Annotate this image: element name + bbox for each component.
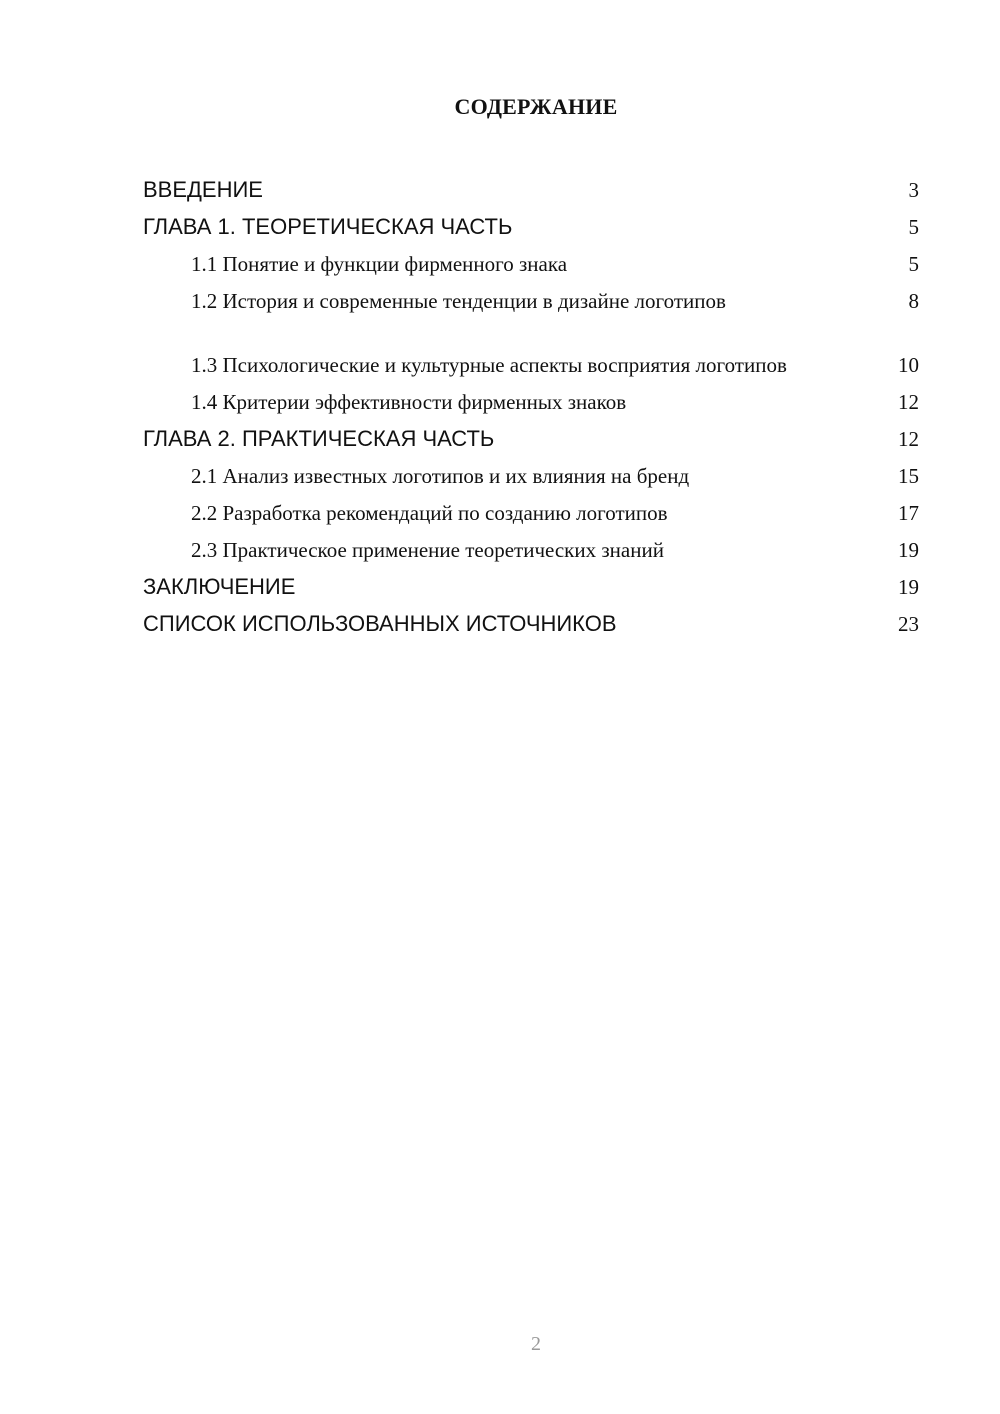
- toc-entry-1-2[interactable]: [143, 281, 919, 318]
- toc-entry-label: ЗАКЛЮЧЕНИЕ: [143, 574, 296, 599]
- toc-entry-2-2[interactable]: [143, 493, 919, 530]
- toc-entry-page: 8: [908, 289, 919, 313]
- toc-entry-conclusion[interactable]: [143, 567, 919, 604]
- toc-entry-label: ВВЕДЕНИЕ: [143, 177, 263, 202]
- toc-entry-label: СПИСОК ИСПОЛЬЗОВАННЫХ ИСТОЧНИКОВ: [143, 611, 617, 636]
- toc-entry-page: 19: [898, 538, 919, 562]
- toc-entry-page: 5: [908, 252, 919, 276]
- toc-entry-label: 1.3 Психологические и культурные аспекты восприятия логотипов: [191, 353, 787, 377]
- toc-entry-label: ГЛАВА 1. ТЕОРЕТИЧЕСКАЯ ЧАСТЬ: [143, 214, 513, 239]
- toc-entry-chapter-1[interactable]: [143, 207, 919, 244]
- toc-entry-page: 3: [908, 178, 919, 202]
- toc-entry-page: 12: [898, 390, 919, 414]
- toc-entry-introduction[interactable]: [143, 170, 919, 207]
- toc-entry-label: 2.3 Практическое применение теоретических знаний: [191, 538, 664, 562]
- toc-entry-label: 2.1 Анализ известных логотипов и их влияния на бренд: [191, 464, 690, 488]
- page-number: 2: [531, 1333, 541, 1355]
- toc-entry-page: 19: [898, 575, 919, 599]
- toc-entry-2-3[interactable]: [143, 530, 919, 567]
- toc-entry-references[interactable]: [143, 604, 919, 641]
- toc-entry-page: 12: [898, 427, 919, 451]
- toc-entry-label: 1.4 Критерии эффективности фирменных знаков: [191, 390, 627, 414]
- toc-entry-label: 1.2 История и современные тенденции в дизайне логотипов: [191, 289, 726, 313]
- toc-entry-chapter-2[interactable]: [143, 419, 919, 456]
- toc-entry-page: 23: [898, 612, 919, 636]
- toc-entry-page: 5: [908, 215, 919, 239]
- toc-entry-2-1[interactable]: [143, 456, 919, 493]
- toc-entry-label: 1.1 Понятие и функции фирменного знака: [191, 252, 568, 276]
- toc-entry-page: 10: [898, 353, 919, 377]
- toc-entry-page: 15: [898, 464, 919, 488]
- toc-entry-1-1[interactable]: [143, 244, 919, 281]
- toc-entry-label: 2.2 Разработка рекомендаций по созданию логотипов: [191, 501, 668, 525]
- table-of-contents: [143, 170, 919, 641]
- toc-entry-1-4[interactable]: [143, 382, 919, 419]
- toc-entry-1-3[interactable]: [143, 318, 919, 382]
- toc-entry-page: 17: [898, 501, 919, 525]
- toc-entry-label: ГЛАВА 2. ПРАКТИЧЕСКАЯ ЧАСТЬ: [143, 426, 495, 451]
- toc-title: СОДЕРЖАНИЕ: [454, 94, 618, 119]
